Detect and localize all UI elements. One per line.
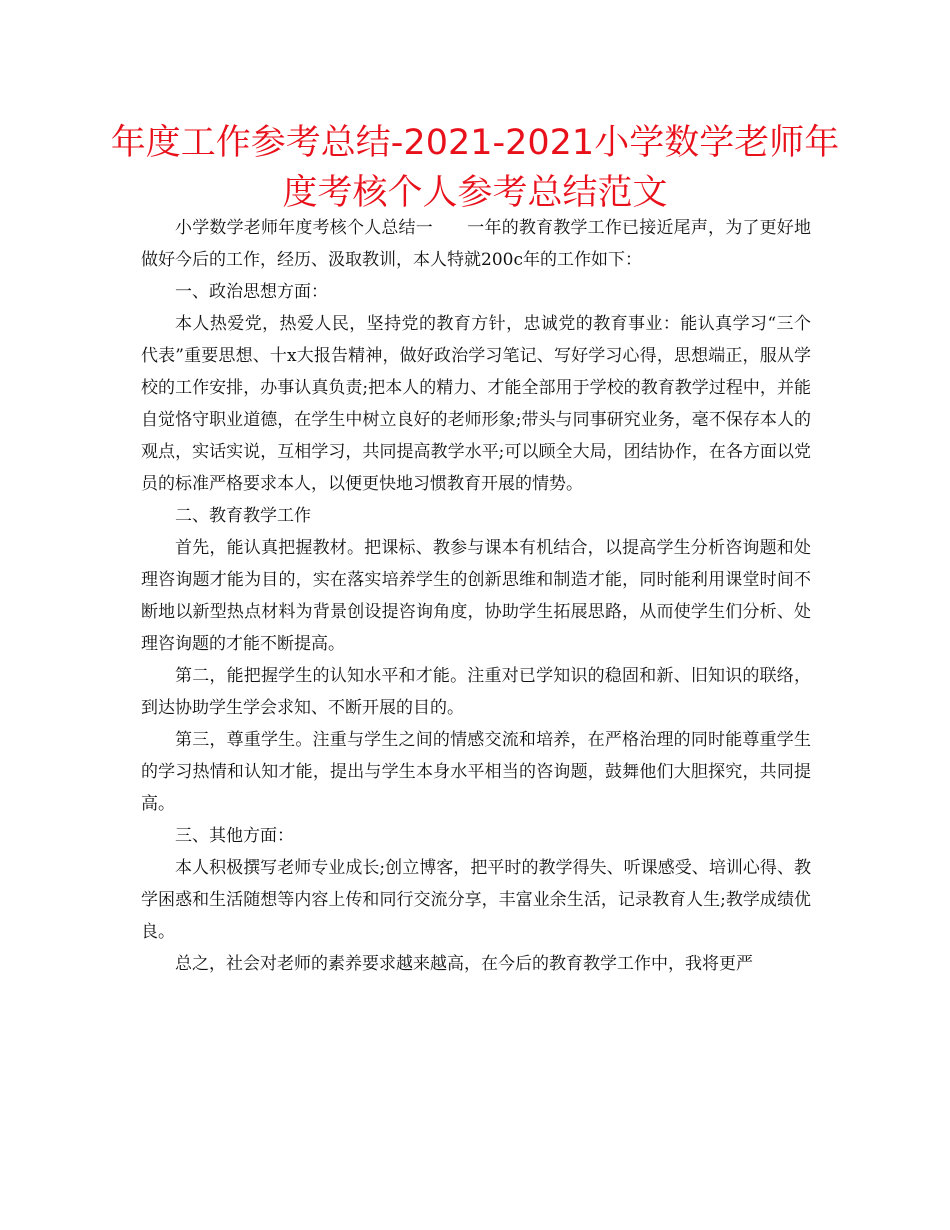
document-title: 年度工作参考总结-2021-2021小学数学老师年度考核个人参考总结范文 <box>110 123 840 213</box>
section-heading-teaching: 二、教育教学工作 <box>175 506 311 526</box>
paragraph-teaching-third: 第三，尊重学生。注重与学生之间的情感交流和培养，在严格治理的同时能尊重学生的学习热情和认知才能，提出与学生本身水平相当的咨询题，鼓舞他们大胆探究，共同提高。 <box>141 730 811 814</box>
section-heading-other: 三、其他方面： <box>175 826 294 846</box>
paragraph-intro: 小学数学老师年度考核个人总结一 一年的教育教学工作已接近尾声，为了更好地做好今后的工作，经历、汲取教训，本人特就200c年的工作如下： <box>141 218 811 270</box>
section-heading-politics: 一、政治思想方面： <box>175 282 328 302</box>
paragraph-teaching-second: 第二，能把握学生的认知水平和才能。注重对已学知识的稳固和新、旧知识的联络，到达协助学生学会求知、不断开展的目的。 <box>141 666 811 718</box>
paragraph-other: 本人积极撰写老师专业成长;创立博客，把平时的教学得失、听课感受、培训心得、教学困惑和生活随想等内容上传和同行交流分享，丰富业余生活，记录教育人生;教学成绩优良。 <box>141 858 811 942</box>
document-body <box>141 212 811 980</box>
paragraph-politics: 本人热爱党，热爱人民，坚持党的教育方针，忠诚党的教育事业：能认真学习“三个代表”重要思想、十x大报告精神，做好政治学习笔记、写好学习心得，思想端正，服从学校的工作安排，办事认真负责;把本人的精力、才能全部用于学校的教育教学过程中，并能自觉恪守职业道德，在学生中树立良好的老师形象;带头与同事研究业务，毫不保存本人的观点，实话实说，互相学习，共同提高教学水平;可以顾全大局，团结协作，在各方面以党员的标准严格要求本人，以便更快地习惯教育开展的情势。 <box>141 314 811 494</box>
paragraph-teaching-first: 首先，能认真把握教材。把课标、教参与课本有机结合，以提高学生分析咨询题和处理咨询题才能为目的，实在落实培养学生的创新思维和制造才能，同时能利用课堂时间不断地以新型热点材料为背景创设提咨询角度，协助学生拓展思路，从而使学生们分析、处理咨询题的才能不断提高。 <box>141 538 811 654</box>
paragraph-conclusion: 总之，社会对老师的素养要求越来越高，在今后的教育教学工作中，我将更严 <box>175 954 753 974</box>
